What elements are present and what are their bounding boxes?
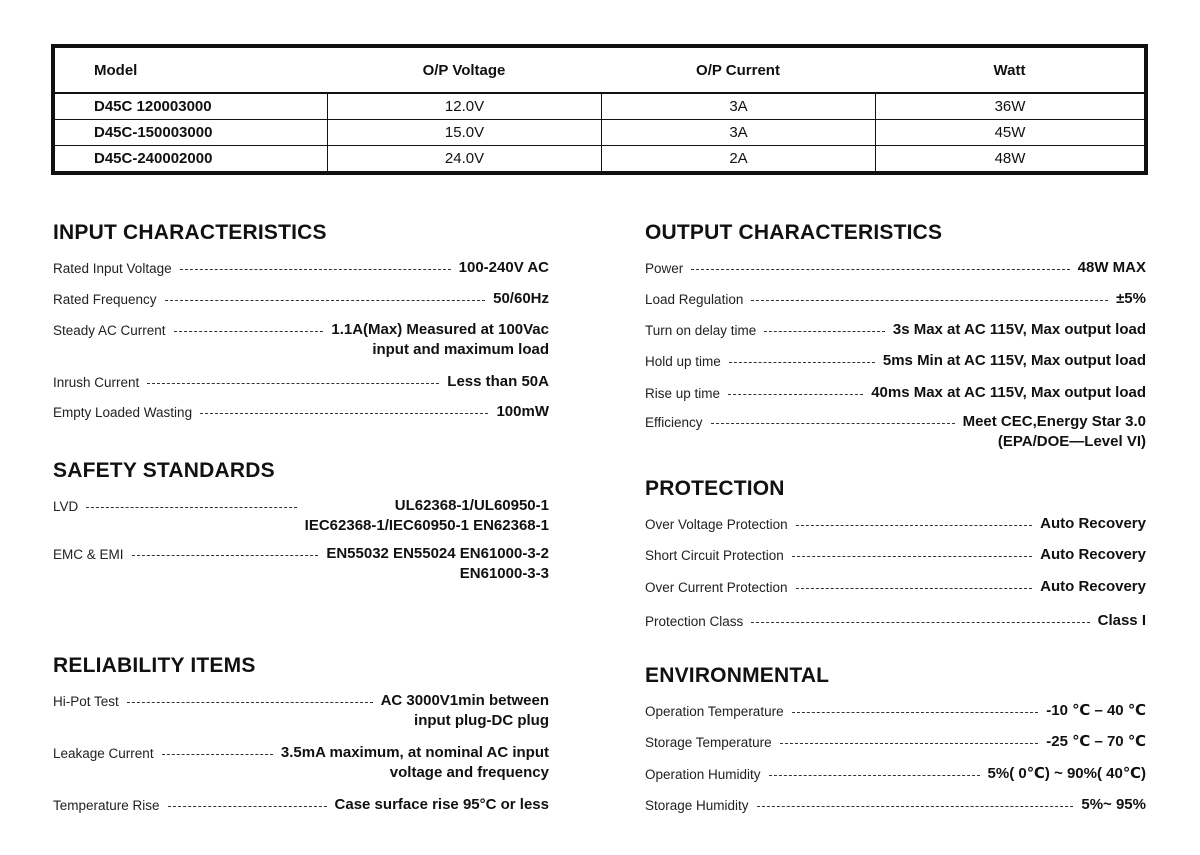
spec-label: Steady AC Current [53, 323, 166, 338]
spec-label: Rated Input Voltage [53, 261, 172, 276]
input-characteristics-section [53, 220, 549, 433]
table-row [55, 94, 1144, 119]
dotted-leader [127, 691, 373, 703]
spec-value [1040, 545, 1146, 565]
dotted-leader [796, 514, 1033, 526]
spec-label: Operation Humidity [645, 767, 761, 782]
spec-value [1040, 577, 1146, 597]
spec-list [53, 496, 549, 592]
spec-row [53, 544, 549, 592]
spec-value-line: 40ms Max at AC 115V, Max output load [871, 384, 1146, 401]
spec-label: Hold up time [645, 354, 721, 369]
spec-row [53, 372, 549, 402]
current-cell: 3A [601, 120, 875, 145]
spec-label: Temperature Rise [53, 798, 160, 813]
spec-row [53, 320, 549, 372]
spec-row [53, 258, 549, 289]
spec-row [53, 402, 549, 433]
dotted-leader [751, 289, 1108, 301]
spec-value-line: 100mW [496, 403, 549, 420]
spec-value-line: voltage and frequency [389, 764, 549, 781]
spec-label: Storage Temperature [645, 735, 772, 750]
dotted-leader [691, 258, 1069, 270]
spec-value [335, 795, 549, 815]
spec-label: LVD [53, 499, 79, 514]
spec-value-line: Less than 50A [447, 373, 549, 390]
dotted-leader [757, 795, 1074, 807]
current-cell: 3A [601, 94, 875, 119]
spec-row [645, 320, 1146, 351]
spec-label: Operation Temperature [645, 704, 784, 719]
reliability-items-section [53, 653, 549, 825]
spec-row [645, 514, 1146, 545]
spec-row [645, 732, 1146, 764]
dotted-leader [729, 351, 875, 363]
spec-label: Protection Class [645, 614, 744, 629]
dotted-leader [168, 795, 327, 807]
spec-row [645, 764, 1146, 795]
spec-value-line: 3.5mA maximum, at nominal AC input [280, 744, 549, 761]
section-title: OUTPUT CHARACTERISTICS [645, 221, 943, 244]
voltage-cell: 15.0V [327, 120, 601, 145]
safety-standards-section [53, 458, 549, 592]
dotted-leader [86, 496, 296, 508]
voltage-cell: 12.0V [327, 94, 601, 119]
spec-value-line: 5%( 0℃) ~ 90%( 40℃) [987, 765, 1146, 782]
dotted-leader [132, 544, 319, 556]
spec-label: Efficiency [645, 415, 703, 430]
spec-value-line: 1.1A(Max) Measured at 100Vac [331, 321, 549, 338]
dotted-leader [728, 383, 863, 395]
section-title: RELIABILITY ITEMS [53, 654, 256, 677]
spec-row [645, 577, 1146, 611]
dotted-leader [147, 372, 439, 384]
spec-label: Hi-Pot Test [53, 694, 119, 709]
dotted-leader [711, 412, 955, 424]
spec-row [53, 795, 549, 825]
spec-value-line: 3s Max at AC 115V, Max output load [892, 321, 1146, 338]
spec-value-line: 50/60Hz [493, 290, 549, 307]
table-row [55, 145, 1144, 171]
spec-value [1040, 514, 1146, 534]
spec-label: Inrush Current [53, 375, 140, 390]
output-characteristics-section [645, 220, 1146, 452]
section-title: PROTECTION [645, 477, 785, 500]
dotted-leader [769, 764, 980, 776]
spec-value [1098, 611, 1146, 631]
spec-label: Over Current Protection [645, 580, 788, 595]
dotted-leader [174, 320, 324, 332]
spec-row [53, 691, 549, 743]
spec-value [893, 320, 1146, 340]
spec-value [988, 764, 1146, 784]
spec-row [53, 289, 549, 320]
header-op-current: O/P Current [696, 61, 780, 79]
spec-row [645, 545, 1146, 577]
spec-label: Load Regulation [645, 292, 744, 307]
spec-row [53, 496, 549, 544]
spec-value-line: (EPA/DOE—Level VI) [997, 433, 1146, 450]
spec-value [1116, 289, 1146, 309]
dotted-leader [180, 258, 451, 270]
dotted-leader [200, 402, 488, 414]
dotted-leader [780, 732, 1039, 744]
section-title: ENVIRONMENTAL [645, 664, 830, 687]
spec-value [459, 258, 549, 278]
spec-value [1081, 795, 1146, 815]
spec-row [645, 412, 1146, 452]
spec-list [53, 691, 549, 825]
spec-value-line: AC 3000V1min between [380, 692, 549, 709]
spec-value-line: Class I [1097, 612, 1146, 629]
spec-list [645, 514, 1146, 641]
header-model: Model [94, 61, 138, 79]
table-row [55, 119, 1144, 145]
spec-value [281, 743, 549, 783]
spec-value [963, 412, 1146, 452]
header-op-voltage: O/P Voltage [422, 61, 506, 79]
spec-value-line: input and maximum load [372, 341, 549, 358]
spec-value [496, 402, 549, 422]
spec-list [645, 258, 1146, 452]
dotted-leader [796, 577, 1033, 589]
dotted-leader [792, 545, 1032, 557]
model-spec-table [51, 44, 1148, 175]
spec-row [645, 258, 1146, 289]
spec-value-line: Auto Recovery [1040, 546, 1146, 563]
spec-value [331, 320, 549, 360]
voltage-cell: 24.0V [327, 146, 601, 171]
spec-value [305, 496, 549, 536]
spec-value [493, 289, 549, 309]
spec-value-line: Auto Recovery [1040, 578, 1146, 595]
spec-label: Short Circuit Protection [645, 548, 784, 563]
spec-label: Power [645, 261, 684, 276]
spec-value-line: 100-240V AC [458, 259, 549, 276]
spec-label: Rise up time [645, 386, 721, 401]
spec-value [1046, 732, 1146, 752]
spec-label: Rated Frequency [53, 292, 157, 307]
spec-label: EMC & EMI [53, 547, 124, 562]
spec-value-line: 5%~ 95% [1081, 796, 1146, 813]
spec-value-line: ±5% [1116, 290, 1146, 307]
spec-value [871, 383, 1146, 403]
header-watt: Watt [993, 61, 1026, 79]
model-cell: D45C-240002000 [94, 150, 213, 167]
environmental-section [645, 663, 1146, 826]
spec-row [645, 383, 1146, 412]
section-title: SAFETY STANDARDS [53, 459, 275, 482]
spec-value-line: input plug-DC plug [414, 712, 549, 729]
dotted-leader [162, 743, 273, 755]
spec-value-line: 48W MAX [1077, 259, 1146, 276]
spec-value [447, 372, 549, 392]
spec-value [381, 691, 549, 731]
section-title: INPUT CHARACTERISTICS [53, 221, 327, 244]
spec-label: Over Voltage Protection [645, 517, 788, 532]
protection-section [645, 476, 1146, 641]
spec-value-line: Case surface rise 95°C or less [334, 796, 549, 813]
watt-cell: 45W [875, 120, 1144, 145]
spec-label: Leakage Current [53, 746, 154, 761]
spec-list [53, 258, 549, 433]
spec-label: Empty Loaded Wasting [53, 405, 193, 420]
model-cell: D45C-150003000 [94, 124, 213, 141]
spec-row [53, 743, 549, 795]
spec-value [1046, 701, 1146, 721]
dotted-leader [751, 611, 1089, 623]
watt-cell: 36W [875, 94, 1144, 119]
spec-label: Turn on delay time [645, 323, 757, 338]
model-cell: D45C 120003000 [94, 98, 212, 115]
spec-row [645, 611, 1146, 641]
spec-row [645, 351, 1146, 383]
table-header-row [55, 48, 1144, 94]
spec-value-line: EN61000-3-3 [459, 565, 549, 582]
dotted-leader [764, 320, 885, 332]
spec-value-line: Meet CEC,Energy Star 3.0 [962, 413, 1146, 430]
spec-value-line: IEC62368-1/IEC60950-1 EN62368-1 [304, 517, 549, 534]
spec-label: Storage Humidity [645, 798, 749, 813]
spec-list [645, 701, 1146, 826]
spec-value-line: -25 ℃ – 70 ℃ [1046, 733, 1146, 750]
spec-value-line: UL62368-1/UL60950-1 [394, 497, 549, 514]
spec-row [645, 701, 1146, 732]
spec-value-line: Auto Recovery [1040, 515, 1146, 532]
spec-row [645, 289, 1146, 320]
spec-value-line: -10 ℃ – 40 ℃ [1046, 702, 1146, 719]
spec-value [326, 544, 549, 584]
current-cell: 2A [601, 146, 875, 171]
spec-value [883, 351, 1146, 371]
spec-value-line: EN55032 EN55024 EN61000-3-2 [326, 545, 549, 562]
dotted-leader [165, 289, 486, 301]
spec-value [1078, 258, 1146, 278]
spec-row [645, 795, 1146, 826]
dotted-leader [792, 701, 1039, 713]
spec-value-line: 5ms Min at AC 115V, Max output load [882, 352, 1146, 369]
watt-cell: 48W [875, 146, 1144, 171]
